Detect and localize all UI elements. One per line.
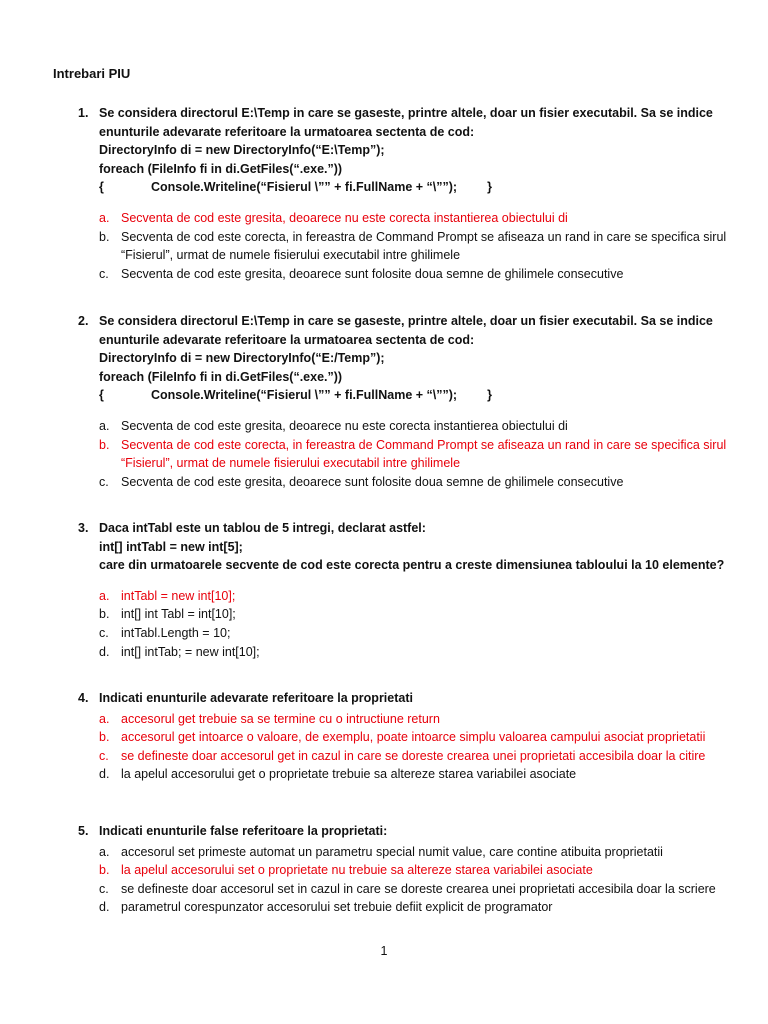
answer-option <box>78 265 728 284</box>
option-list <box>78 209 728 283</box>
question-number: 5. <box>78 824 89 838</box>
answer-option <box>78 228 728 265</box>
code-brace-close: } <box>487 180 492 195</box>
option-list <box>78 843 728 917</box>
question-2 <box>78 312 728 491</box>
answer-option <box>78 473 728 492</box>
code-line <box>78 368 728 387</box>
answer-option <box>78 765 728 784</box>
code-line <box>78 160 728 179</box>
option-letter: a. <box>99 711 110 726</box>
answer-option <box>78 209 728 228</box>
option-letter: d. <box>99 644 110 659</box>
option-text: Secventa de cod este gresita, deoarece sunt folosite doua semne de ghilimele consecutive <box>121 266 624 281</box>
document-title: Intrebari PIU <box>53 66 131 81</box>
answer-option <box>78 728 728 747</box>
question-line <box>78 519 728 538</box>
answer-option <box>78 417 728 436</box>
answer-option <box>78 747 728 766</box>
question-line <box>78 689 728 708</box>
option-letter: c. <box>99 266 109 281</box>
code-text: DirectoryInfo di = new DirectoryInfo(“E:/Temp”); <box>99 351 385 366</box>
question-5 <box>78 822 728 917</box>
question-text: Se considera directorul E:\Temp in care se gaseste, printre altele, doar un fisier executabil. Sa se indice <box>99 106 713 120</box>
question-text: enunturile adevarate referitoare la urmatoarea sectenta de cod: <box>99 124 475 139</box>
question-line <box>78 312 728 331</box>
question-line <box>78 104 728 123</box>
question-text: care din urmatoarele secvente de cod este corecta pentru a creste dimensiunea tabloului la 10 elemente? <box>99 558 725 573</box>
question-number: 3. <box>78 521 89 535</box>
answer-option <box>78 587 728 606</box>
question-text: Se considera directorul E:\Temp in care se gaseste, printre altele, doar un fisier executabil. Sa se indice <box>99 314 713 328</box>
code-text: int[] intTabl = new int[5]; <box>99 539 243 554</box>
option-letter: a. <box>99 844 110 859</box>
code-line <box>78 349 728 368</box>
question-line <box>78 123 728 142</box>
option-letter: d. <box>99 767 110 782</box>
option-letter: d. <box>99 900 110 915</box>
code-text: Console.Writeline(“Fisierul \”” + fi.FullName + “\””); <box>151 388 458 403</box>
option-letter: b. <box>99 863 110 878</box>
option-text: int[] intTab; = new int[10]; <box>121 644 260 659</box>
option-text: la apelul accesorului get o proprietate trebuie sa altereze starea variabilei asociate <box>121 767 577 782</box>
question-text: Indicati enunturile adevarate referitoare la proprietati <box>99 691 413 705</box>
option-text: se defineste doar accesorul get in cazul in care se doreste crearea unei proprietati accesibila doar la citire <box>121 748 706 763</box>
question-text: enunturile adevarate referitoare la urmatoarea sectenta de cod: <box>99 332 475 347</box>
option-letter: c. <box>99 748 109 763</box>
option-letter: a. <box>99 588 110 603</box>
question-text: Daca intTabl este un tablou de 5 intregi, declarat astfel: <box>99 521 426 535</box>
question-number: 4. <box>78 691 89 705</box>
code-brace-open: { <box>99 180 104 195</box>
page-number: 1 <box>380 944 388 958</box>
option-letter: b. <box>99 229 110 244</box>
answer-option <box>78 880 728 899</box>
question-3 <box>78 519 728 661</box>
option-text: se defineste doar accesorul set in cazul in care se doreste crearea unei proprietati accesibila doar la scriere <box>121 881 716 896</box>
option-text: accesorul get intoarce o valoare, de exemplu, poate intoarce simplu valoarea campului asociat proprietatii <box>121 730 706 745</box>
answer-option <box>78 843 728 862</box>
option-text: la apelul accesorului set o proprietate nu trebuie sa altereze starea variabilei asociate <box>121 863 593 878</box>
answer-option <box>78 605 728 624</box>
option-text: intTabl.Length = 10; <box>121 625 231 640</box>
answer-option <box>78 861 728 880</box>
question-number: 1. <box>78 106 89 120</box>
option-text: intTabl = new int[10]; <box>121 588 236 603</box>
option-text: Secventa de cod este corecta, in fereastra de Command Prompt se afiseaza un rand in care se specifica sirul “Fisierul”, urmat de numele fisierului executabil intre ghilimele <box>121 229 727 263</box>
option-text: Secventa de cod este corecta, in fereastra de Command Prompt se afiseaza un rand in care se specifica sirul “Fisierul”, urmat de numele fisierului executabil intre ghilimele <box>121 437 727 471</box>
question-number: 2. <box>78 314 89 328</box>
answer-option <box>78 624 728 643</box>
option-letter: b. <box>99 437 110 452</box>
code-brace-close: } <box>487 388 492 403</box>
question-line <box>78 331 728 350</box>
code-text: foreach (FileInfo fi in di.GetFiles(“.exe.”)) <box>99 369 343 384</box>
option-letter: a. <box>99 210 110 225</box>
question-line <box>78 822 728 841</box>
option-letter: c. <box>99 625 109 640</box>
answer-option <box>78 898 728 917</box>
code-line <box>78 178 728 197</box>
code-text: foreach (FileInfo fi in di.GetFiles(“.exe.”)) <box>99 161 343 176</box>
option-letter: b. <box>99 607 110 622</box>
option-letter: a. <box>99 418 110 433</box>
answer-option <box>78 436 728 473</box>
option-text: int[] int Tabl = int[10]; <box>121 607 236 622</box>
question-1 <box>78 104 728 283</box>
option-letter: b. <box>99 730 110 745</box>
option-text: accesorul get trebuie sa se termine cu o intructiune return <box>121 711 440 726</box>
option-list <box>78 710 728 784</box>
option-text: accesorul set primeste automat un parametru special numit value, care contine atibuita proprietatii <box>121 844 663 859</box>
code-text: DirectoryInfo di = new DirectoryInfo(“E:\Temp”); <box>99 143 385 158</box>
question-4 <box>78 689 728 784</box>
question-text: Indicati enunturile false referitoare la proprietati: <box>99 824 388 838</box>
option-letter: c. <box>99 474 109 489</box>
code-brace-open: { <box>99 388 104 403</box>
option-list <box>78 417 728 491</box>
option-text: Secventa de cod este gresita, deoarece nu este corecta instantierea obiectului di <box>121 418 568 433</box>
question-line <box>78 556 728 575</box>
option-letter: c. <box>99 881 109 896</box>
option-text: parametrul corespunzator accesorului set trebuie defiit explicit de programator <box>121 900 553 915</box>
answer-option <box>78 710 728 729</box>
option-text: Secventa de cod este gresita, deoarece nu este corecta instantierea obiectului di <box>121 210 568 225</box>
option-list <box>78 587 728 661</box>
code-line <box>78 386 728 405</box>
option-text: Secventa de cod este gresita, deoarece sunt folosite doua semne de ghilimele consecutive <box>121 474 624 489</box>
answer-option <box>78 643 728 662</box>
code-line <box>78 141 728 160</box>
code-line <box>78 538 728 557</box>
code-text: Console.Writeline(“Fisierul \”” + fi.FullName + “\””); <box>151 180 458 195</box>
